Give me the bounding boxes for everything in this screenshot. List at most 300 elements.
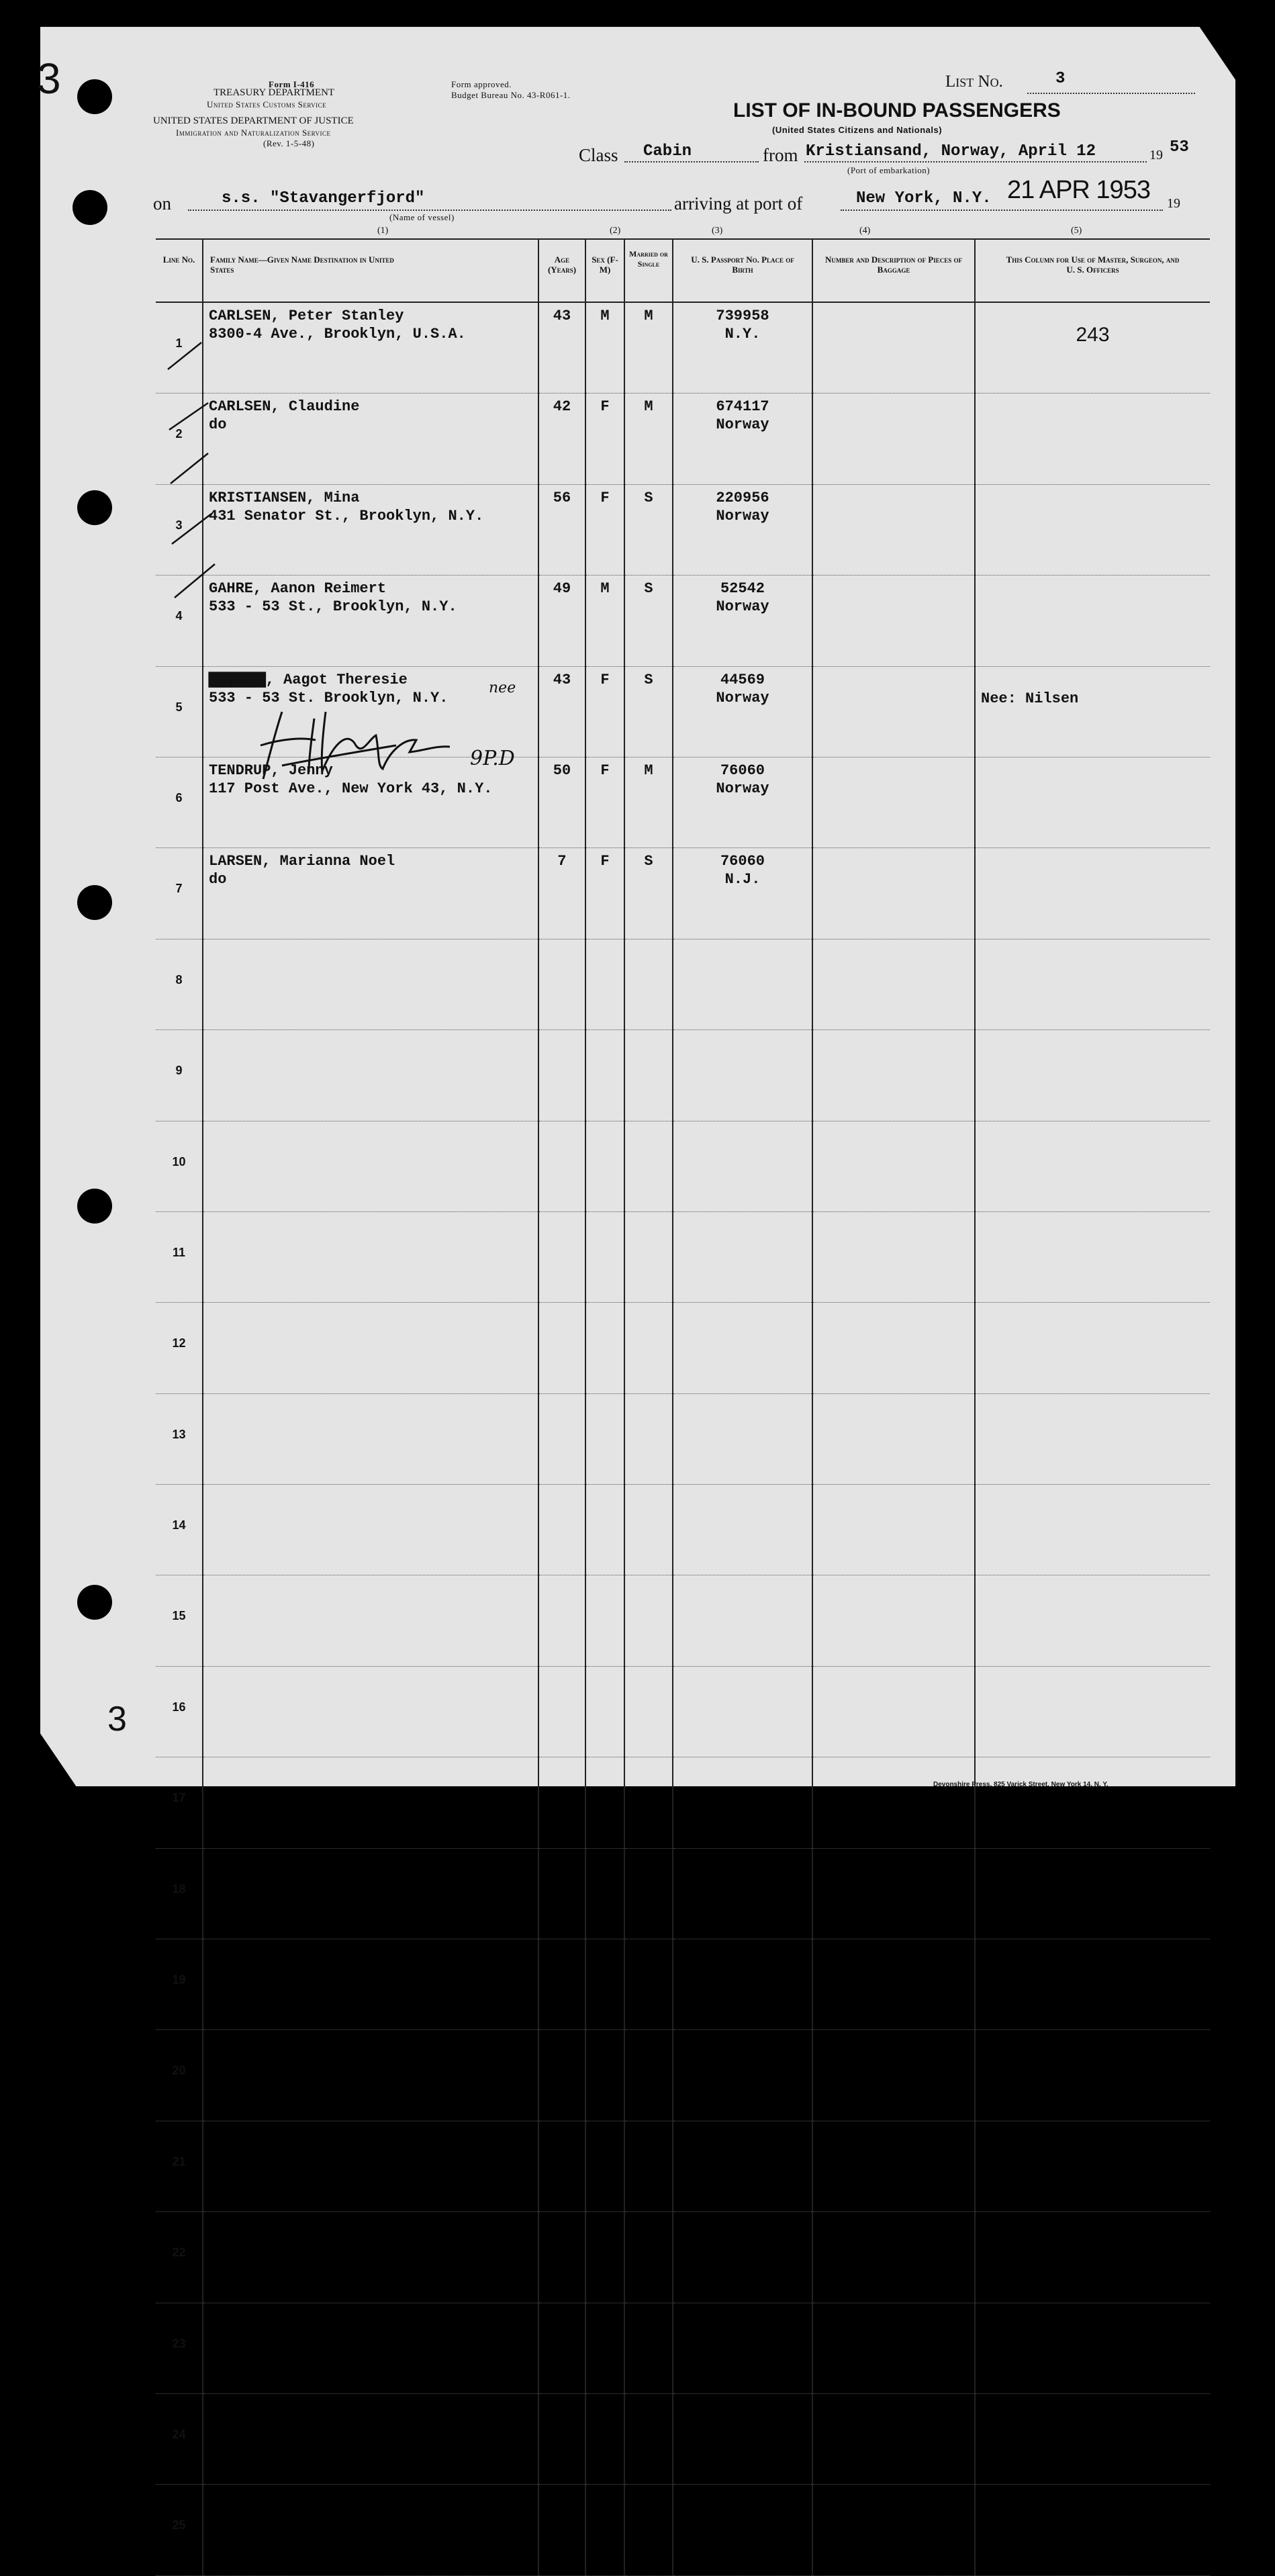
officer-cell: [975, 666, 1210, 757]
class-value: Cabin: [643, 142, 692, 160]
married-cell: [624, 1757, 673, 1848]
married-cell-married: S: [644, 489, 653, 506]
sex-cell-sex: F: [600, 489, 610, 506]
sex-cell: [585, 1939, 624, 2030]
baggage-cell: [812, 757, 975, 847]
passport-cell: [673, 1211, 812, 1302]
passport-cell: [673, 1030, 812, 1121]
age-cell: [538, 2485, 585, 2575]
name-cell: [203, 484, 538, 575]
age-cell-age: 7: [557, 853, 567, 870]
table-row: [156, 394, 1210, 484]
list-no-value: 3: [1055, 70, 1066, 88]
line-no: [156, 2485, 203, 2575]
baggage-cell: [812, 666, 975, 757]
passport-cell-passport: 220956: [716, 489, 769, 506]
line-no-line: 20: [172, 2064, 186, 2078]
port-embarkation-label: (Port of embarkation): [847, 165, 931, 175]
sex-cell: [585, 2485, 624, 2575]
table-row: [156, 2303, 1210, 2393]
baggage-cell: [812, 394, 975, 484]
passport-cell-birth: N.Y.: [724, 326, 761, 342]
married-cell: [624, 302, 673, 394]
bottom-mark: 3: [107, 1700, 127, 1739]
year-prefix: 19: [1149, 148, 1163, 163]
name-cell: [203, 1303, 538, 1393]
table-row: [156, 1211, 1210, 1302]
name-cell: [203, 2212, 538, 2303]
passport-cell: [673, 2030, 812, 2121]
age-cell-age: 43: [553, 308, 571, 324]
header-name: Family Name—Given Name Destination in United States: [203, 239, 538, 302]
officer-cell: [975, 1848, 1210, 1939]
table-row: [156, 1030, 1210, 1121]
line-no: [156, 1121, 203, 1211]
name-cell-dest: 533 - 53 St., Brooklyn, N.Y.: [209, 598, 457, 616]
married-cell: [624, 576, 673, 666]
age-cell: [538, 2030, 585, 2121]
line-no: [156, 2393, 203, 2484]
line-no: [156, 1393, 203, 1484]
handwritten-small-note: nee: [489, 680, 516, 696]
header-age: Age (Years): [538, 239, 585, 302]
name-cell: [203, 1757, 538, 1848]
line-no: [156, 1303, 203, 1393]
name-cell: [203, 1939, 538, 2030]
married-cell: [624, 757, 673, 847]
married-cell: [624, 2212, 673, 2303]
officer-cell: [975, 2212, 1210, 2303]
sex-cell: [585, 2303, 624, 2393]
handwritten-signature: [255, 698, 564, 792]
officer-cell: [975, 848, 1210, 939]
sex-cell: [585, 576, 624, 666]
treasury-department: TREASURY DEPARTMENT: [214, 87, 335, 98]
officer-cell: [975, 2303, 1210, 2393]
baggage-cell: [812, 2303, 975, 2393]
passport-cell-passport: 44569: [720, 671, 765, 688]
age-cell: [538, 576, 585, 666]
line-no-line: 6: [175, 790, 183, 804]
line-no: [156, 666, 203, 757]
line-no: [156, 1211, 203, 1302]
passport-cell: [673, 1485, 812, 1575]
officer-cell: [975, 757, 1210, 847]
line-no-line: 8: [175, 972, 183, 986]
sex-cell: [585, 1121, 624, 1211]
age-cell: [538, 1757, 585, 1848]
baggage-cell: [812, 1485, 975, 1575]
table-row: [156, 1939, 1210, 2030]
officer-cell-officer: Nee: Nilsen: [981, 690, 1079, 707]
passport-cell: [673, 939, 812, 1029]
col-num-3: (3): [712, 226, 723, 236]
married-cell: [624, 1939, 673, 2030]
name-cell: [203, 1848, 538, 1939]
col-num-1: (1): [377, 226, 389, 236]
line-no-line: 19: [172, 1973, 186, 1987]
name-cell: [203, 1030, 538, 1121]
sex-cell: [585, 666, 624, 757]
officer-cell: [975, 939, 1210, 1029]
age-cell: [538, 2121, 585, 2211]
table-row: [156, 939, 1210, 1029]
baggage-cell: [812, 2121, 975, 2211]
form-subtitle: (United States Citizens and Nationals): [772, 125, 943, 135]
vessel-label: (Name of vessel): [389, 212, 455, 222]
age-cell-age: 43: [553, 671, 571, 688]
line-no-line: 2: [175, 427, 183, 441]
baggage-cell: [812, 848, 975, 939]
passport-cell-passport: 739958: [716, 308, 769, 324]
line-no-line: 18: [172, 1882, 186, 1896]
officer-cell: [975, 1485, 1210, 1575]
passport-cell: [673, 484, 812, 575]
passport-cell: [673, 1848, 812, 1939]
line-no: [156, 757, 203, 847]
married-cell: [624, 484, 673, 575]
line-no: [156, 848, 203, 939]
sex-cell: [585, 302, 624, 394]
line-no: [156, 1848, 203, 1939]
sex-cell: [585, 1393, 624, 1484]
age-cell: [538, 1303, 585, 1393]
sex-cell: [585, 939, 624, 1029]
officer-cell: [975, 1121, 1210, 1211]
age-cell-age: 49: [553, 580, 571, 598]
married-cell: [624, 2393, 673, 2484]
passport-cell-birth: Norway: [716, 780, 769, 797]
col-num-5: (5): [1071, 226, 1082, 236]
name-cell-dest: 533 - 53 St. Brooklyn, N.Y.: [209, 689, 448, 706]
line-no-line: 4: [175, 609, 183, 623]
punch-hole: [73, 190, 107, 225]
baggage-cell: [812, 1666, 975, 1757]
header-passport: U. S. Passport No. Place of Birth: [673, 239, 812, 302]
sex-cell: [585, 1666, 624, 1757]
name-cell-name: KRISTIANSEN, Mina: [209, 489, 360, 506]
baggage-cell: [812, 2485, 975, 2575]
punch-hole: [77, 1189, 112, 1224]
name-cell-name: ▇▇▇▇▇, Aagot Theresie: [209, 671, 408, 688]
name-cell: [203, 2393, 538, 2484]
passport-cell: [673, 1393, 812, 1484]
baggage-cell: [812, 1757, 975, 1848]
passport-cell: [673, 576, 812, 666]
line-no-line: 12: [172, 1336, 186, 1350]
married-cell: [624, 666, 673, 757]
baggage-cell: [812, 1939, 975, 2030]
name-cell: [203, 1666, 538, 1757]
line-no: [156, 1485, 203, 1575]
sex-cell-sex: F: [600, 853, 610, 870]
table-row: [156, 2212, 1210, 2303]
form-number: Form I-416: [269, 79, 315, 89]
sex-cell-sex: F: [600, 671, 610, 688]
table-row: [156, 2485, 1210, 2575]
punch-hole: [77, 1585, 112, 1620]
printer-footer: Devonshire Press, 825 Varick Street, New York 14, N. Y.: [933, 1781, 1108, 1788]
table-row: [156, 1393, 1210, 1484]
officer-cell: [975, 1303, 1210, 1393]
line-no-line: 10: [172, 1154, 186, 1168]
name-cell: [203, 1485, 538, 1575]
married-cell-married: M: [644, 308, 653, 324]
punch-hole: [77, 79, 112, 114]
age-cell: [538, 484, 585, 575]
revision-date: (Rev. 1-5-48): [263, 138, 315, 148]
officer-cell: [975, 302, 1210, 394]
table-row: [156, 302, 1210, 394]
age-cell: [538, 1121, 585, 1211]
col-num-4: (4): [859, 226, 871, 236]
officer-cell: [975, 2485, 1210, 2575]
passport-cell-birth: Norway: [716, 507, 769, 524]
baggage-cell: [812, 576, 975, 666]
line-no: [156, 1757, 203, 1848]
passport-cell: [673, 2485, 812, 2575]
sex-cell: [585, 1303, 624, 1393]
age-cell: [538, 1211, 585, 1302]
sex-cell: [585, 1757, 624, 1848]
header-sex: Sex (F-M): [585, 239, 624, 302]
line-no-line: 16: [172, 1700, 186, 1714]
age-cell: [538, 1393, 585, 1484]
baggage-cell: [812, 1303, 975, 1393]
col-num-2: (2): [610, 226, 621, 236]
sex-cell: [585, 2212, 624, 2303]
passport-cell-passport: 674117: [716, 398, 769, 416]
married-cell: [624, 2485, 673, 2575]
table-row: [156, 1666, 1210, 1757]
married-cell: [624, 1848, 673, 1939]
name-cell-dest: 117 Post Ave., New York 43, N.Y.: [209, 780, 493, 797]
officer-cell: [975, 484, 1210, 575]
officer-cell: [975, 1757, 1210, 1848]
from-label: from: [763, 145, 798, 165]
page-mark: 3: [37, 54, 61, 103]
baggage-cell: [812, 1575, 975, 1666]
line-no-line: 14: [172, 1518, 186, 1532]
age-cell-age: 56: [553, 489, 571, 506]
line-no-line: 7: [175, 882, 183, 896]
officer-cell: [975, 1939, 1210, 2030]
justice-department: UNITED STATES DEPARTMENT OF JUSTICE: [153, 116, 354, 126]
line-no: [156, 939, 203, 1029]
married-cell-married: S: [644, 853, 653, 870]
passport-cell-passport: 76060: [720, 853, 765, 870]
married-cell: [624, 394, 673, 484]
baggage-cell: [812, 2212, 975, 2303]
header-line-no: Line No.: [156, 239, 203, 302]
age-cell: [538, 2212, 585, 2303]
age-cell: [538, 2393, 585, 2484]
passport-cell: [673, 1121, 812, 1211]
passport-cell: [673, 2212, 812, 2303]
sex-cell-sex: F: [600, 398, 610, 416]
married-cell: [624, 848, 673, 939]
age-cell: [538, 2303, 585, 2393]
name-cell: [203, 1393, 538, 1484]
line-no-line: 3: [175, 518, 183, 532]
officer-cell: [975, 1030, 1210, 1121]
age-cell-age: 50: [553, 762, 571, 779]
name-cell-name: CARLSEN, Claudine: [209, 398, 360, 416]
passport-cell-passport: 52542: [720, 580, 765, 598]
married-cell-married: M: [644, 398, 653, 416]
line-no-line: 15: [172, 1609, 186, 1623]
table-row: [156, 1575, 1210, 1666]
name-cell: [203, 576, 538, 666]
sex-cell: [585, 757, 624, 847]
ins-label: Immigration and Naturalization Service: [176, 128, 331, 138]
table-row: [156, 1848, 1210, 1939]
officer-cell: [975, 1211, 1210, 1302]
baggage-cell: [812, 1030, 975, 1121]
sex-cell: [585, 2121, 624, 2211]
passport-cell-birth: Norway: [716, 689, 769, 706]
married-cell: [624, 1666, 673, 1757]
year-value: 53: [1170, 138, 1189, 156]
passport-cell: [673, 757, 812, 847]
sex-cell: [585, 394, 624, 484]
line-no-line: 1: [175, 336, 183, 350]
header-baggage: Number and Description of Pieces of Baggage: [812, 239, 975, 302]
name-cell-name: CARLSEN, Peter Stanley: [209, 308, 404, 324]
sex-cell: [585, 2030, 624, 2121]
married-cell: [624, 1485, 673, 1575]
married-cell: [624, 2121, 673, 2211]
baggage-cell: [812, 1848, 975, 1939]
officer-cell: [975, 576, 1210, 666]
table-row: [156, 484, 1210, 575]
name-cell: [203, 2303, 538, 2393]
sex-cell-sex: M: [600, 308, 610, 324]
officer-cell: [975, 1575, 1210, 1666]
baggage-cell: [812, 939, 975, 1029]
passport-cell-birth: Norway: [716, 598, 769, 616]
check-marks: [161, 316, 228, 611]
line-no-line: 5: [175, 700, 183, 714]
baggage-cell: [812, 1393, 975, 1484]
name-cell: [203, 2121, 538, 2211]
customs-service: United States Customs Service: [207, 99, 327, 109]
table-row: [156, 1485, 1210, 1575]
married-cell-married: S: [644, 580, 653, 598]
passport-cell: [673, 1666, 812, 1757]
arrival-date-stamp: 21 APR 1953: [1007, 176, 1150, 204]
baggage-cell: [812, 302, 975, 394]
married-cell: [624, 2030, 673, 2121]
married-cell: [624, 939, 673, 1029]
married-cell: [624, 1211, 673, 1302]
sex-cell: [585, 1030, 624, 1121]
name-cell-name: GAHRE, Aanon Reimert: [209, 580, 387, 598]
line-no-line: 13: [172, 1427, 186, 1441]
line-no-line: 11: [172, 1245, 186, 1259]
header-married: Married or Single: [624, 239, 673, 302]
line-no-line: 17: [172, 1791, 186, 1805]
passport-cell-birth: N.J.: [724, 871, 761, 888]
table-row: [156, 2030, 1210, 2121]
officer-cell: [975, 2030, 1210, 2121]
vessel-value: s.s. "Stavangerfjord": [222, 189, 425, 208]
on-label: on: [153, 193, 171, 214]
passport-cell: [673, 1757, 812, 1848]
passport-cell: [673, 2393, 812, 2484]
port-value: New York, N.Y.: [856, 189, 992, 208]
passenger-table: [156, 238, 1210, 2576]
line-no-line: 21: [172, 2154, 186, 2168]
passport-cell: [673, 1303, 812, 1393]
passport-cell-birth: Norway: [716, 416, 769, 434]
married-cell: [624, 1030, 673, 1121]
name-cell-dest: do: [209, 871, 227, 888]
line-no: [156, 2030, 203, 2121]
age-cell: [538, 302, 585, 394]
name-cell: [203, 1575, 538, 1666]
age-cell: [538, 939, 585, 1029]
table-row: [156, 1121, 1210, 1211]
age-cell: [538, 1485, 585, 1575]
name-cell: [203, 394, 538, 484]
punch-hole: [77, 885, 112, 920]
table-row: [156, 2393, 1210, 2484]
married-cell: [624, 1121, 673, 1211]
line-no: [156, 1030, 203, 1121]
line-no: [156, 2212, 203, 2303]
passport-cell: [673, 1575, 812, 1666]
officer-cell: [975, 1666, 1210, 1757]
table-row: [156, 1757, 1210, 1848]
handwritten-initials: 9P.D: [470, 747, 515, 770]
married-cell-married: S: [644, 671, 653, 688]
age-cell: [538, 848, 585, 939]
sex-cell: [585, 1575, 624, 1666]
name-cell: [203, 2030, 538, 2121]
baggage-cell: [812, 484, 975, 575]
table-row: [156, 848, 1210, 939]
budget-bureau: Budget Bureau No. 43-R061-1.: [451, 90, 571, 100]
line-no: [156, 1575, 203, 1666]
name-cell-name: LARSEN, Marianna Noel: [209, 853, 395, 870]
married-cell-married: M: [644, 762, 653, 779]
sex-cell: [585, 484, 624, 575]
name-cell-name: TENDRUP, Jenny: [209, 762, 333, 779]
name-cell-dest: do: [209, 416, 227, 434]
officer-cell: [975, 2121, 1210, 2211]
line-no: [156, 1666, 203, 1757]
list-no-label: List No.: [945, 73, 1003, 91]
officer-cell-officer: 243: [1076, 324, 1110, 346]
married-cell: [624, 1393, 673, 1484]
baggage-cell: [812, 2393, 975, 2484]
year-suffix: 19: [1167, 196, 1180, 211]
name-cell: [203, 848, 538, 939]
line-no: [156, 2121, 203, 2211]
passport-cell: [673, 848, 812, 939]
form-title: LIST OF IN-BOUND PASSENGERS: [733, 99, 1061, 122]
name-cell: [203, 302, 538, 394]
table-row: [156, 2121, 1210, 2211]
passport-cell: [673, 394, 812, 484]
line-no-line: 22: [172, 2246, 186, 2260]
sex-cell-sex: M: [600, 580, 610, 598]
name-cell: [203, 1211, 538, 1302]
line-no-line: 23: [172, 2336, 186, 2350]
officer-cell: [975, 394, 1210, 484]
arriving-label: arriving at port of: [674, 193, 803, 214]
